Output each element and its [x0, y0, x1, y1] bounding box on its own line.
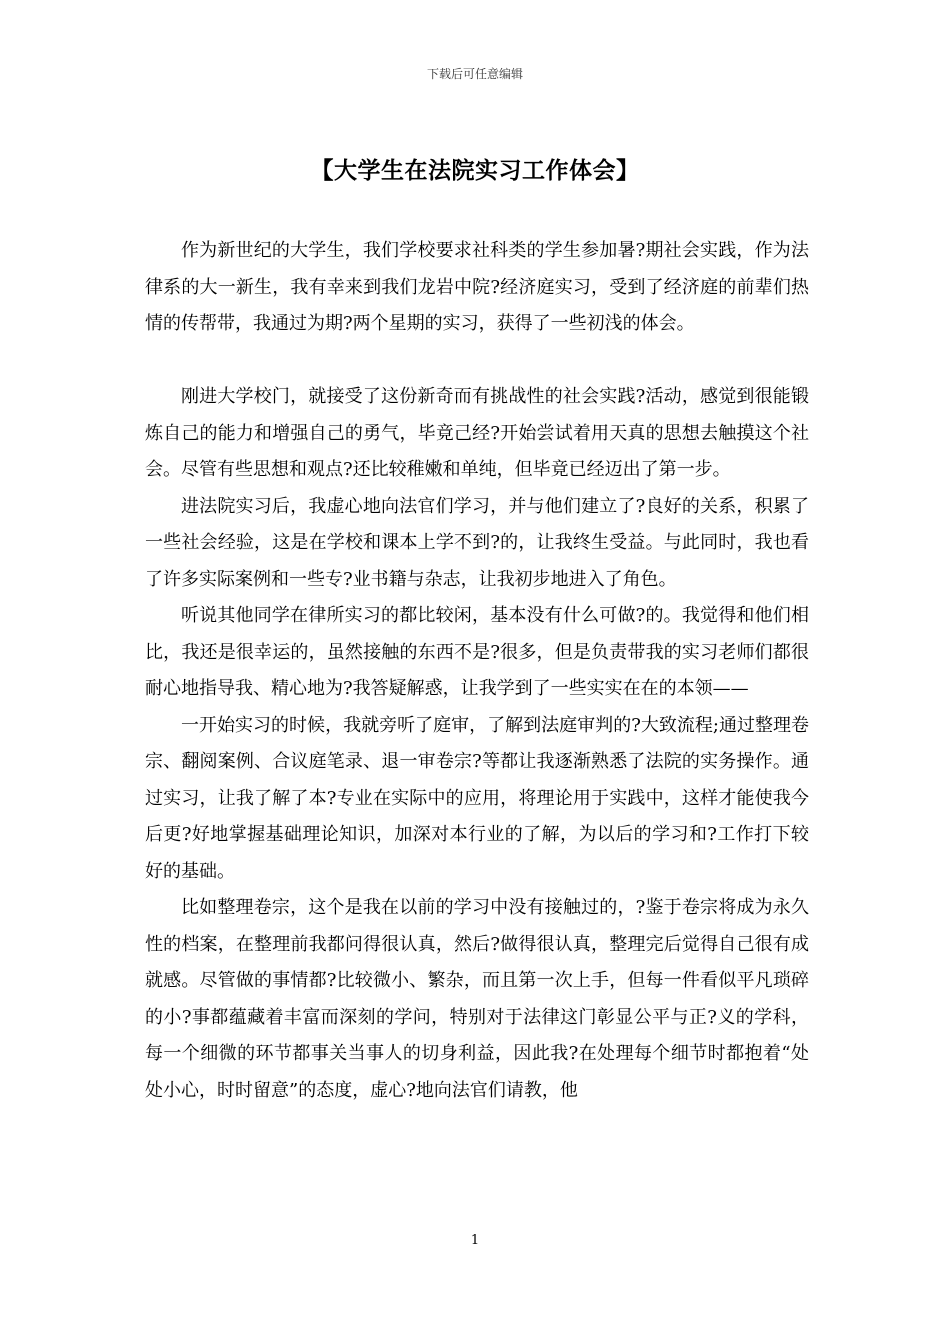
- document-body: [145, 233, 809, 1109]
- paragraph-5: 一开始实习的时候，我就旁听了庭审，了解到法庭审判的?大致流程;通过整理卷宗、翻阅案例、合议庭笔录、退一审卷宗?等都让我逐渐熟悉了法院的实务操作。通过实习，让我了解了本?专业在实际中的应用，将理论用于实践中，这样才能使我今后更?好地掌握基础理论知识，加深对本行业的了解，为以后的学习和?工作打下较好的基础。: [145, 714, 809, 882]
- paragraph-6: 比如整理卷宗，这个是我在以前的学习中没有接触过的，?鉴于卷宗将成为永久性的档案，在整理前我都问得很认真，然后?做得很认真，整理完后觉得自己很有成就感。尽管做的事情都?比较微小、繁杂，而且第一次上手，但每一件看似平凡琐碎的小?事都蕴藏着丰富而深刻的学问，特别对于法律这门彰显公平与正?义的学科，每一个细微的环节都事关当事人的切身利益，因此我?在处理每个细节时都抱着“处处小心，时时留意”的态度，虚心?地向法官们请教，他: [145, 897, 809, 1101]
- paragraph-1: 作为新世纪的大学生，我们学校要求社科类的学生参加暑?期社会实践，作为法律系的大一新生，我有幸来到我们龙岩中院?经济庭实习，受到了经济庭的前辈们热情的传帮带，我通过为期?两个星期的实习，获得了一些初浅的体会。: [145, 240, 809, 334]
- header-note: 下载后可任意编辑: [426, 67, 523, 81]
- paragraph-2: 刚进大学校门，就接受了这份新奇而有挑战性的社会实践?活动，感觉到很能锻炼自己的能力和增强自己的勇气，毕竟己经?开始尝试着用天真的思想去触摸这个社会。尽管有些思想和观点?还比较稚嫩和单纯，但毕竟已经迈出了第一步。: [145, 386, 809, 480]
- paragraph-3: 进法院实习后，我虚心地向法官们学习，并与他们建立了?良好的关系，积累了一些社会经验，这是在学校和课本上学不到?的，让我终生受益。与此同时，我也看了许多实际案例和一些专?业书籍与杂志，让我初步地进入了角色。: [145, 495, 809, 590]
- page-number: 1: [470, 1233, 480, 1248]
- document-title: 【大学生在法院实习工作体会】: [310, 157, 640, 184]
- paragraph-4: 听说其他同学在律所实习的都比较闲，基本没有什么可做?的。我觉得和他们相比，我还是很幸运的，虽然接触的东西不是?很多，但是负责带我的实习老师们都很耐心地指导我、精心地为?我答疑解惑，让我学到了一些实实在在的本领——: [145, 605, 809, 699]
